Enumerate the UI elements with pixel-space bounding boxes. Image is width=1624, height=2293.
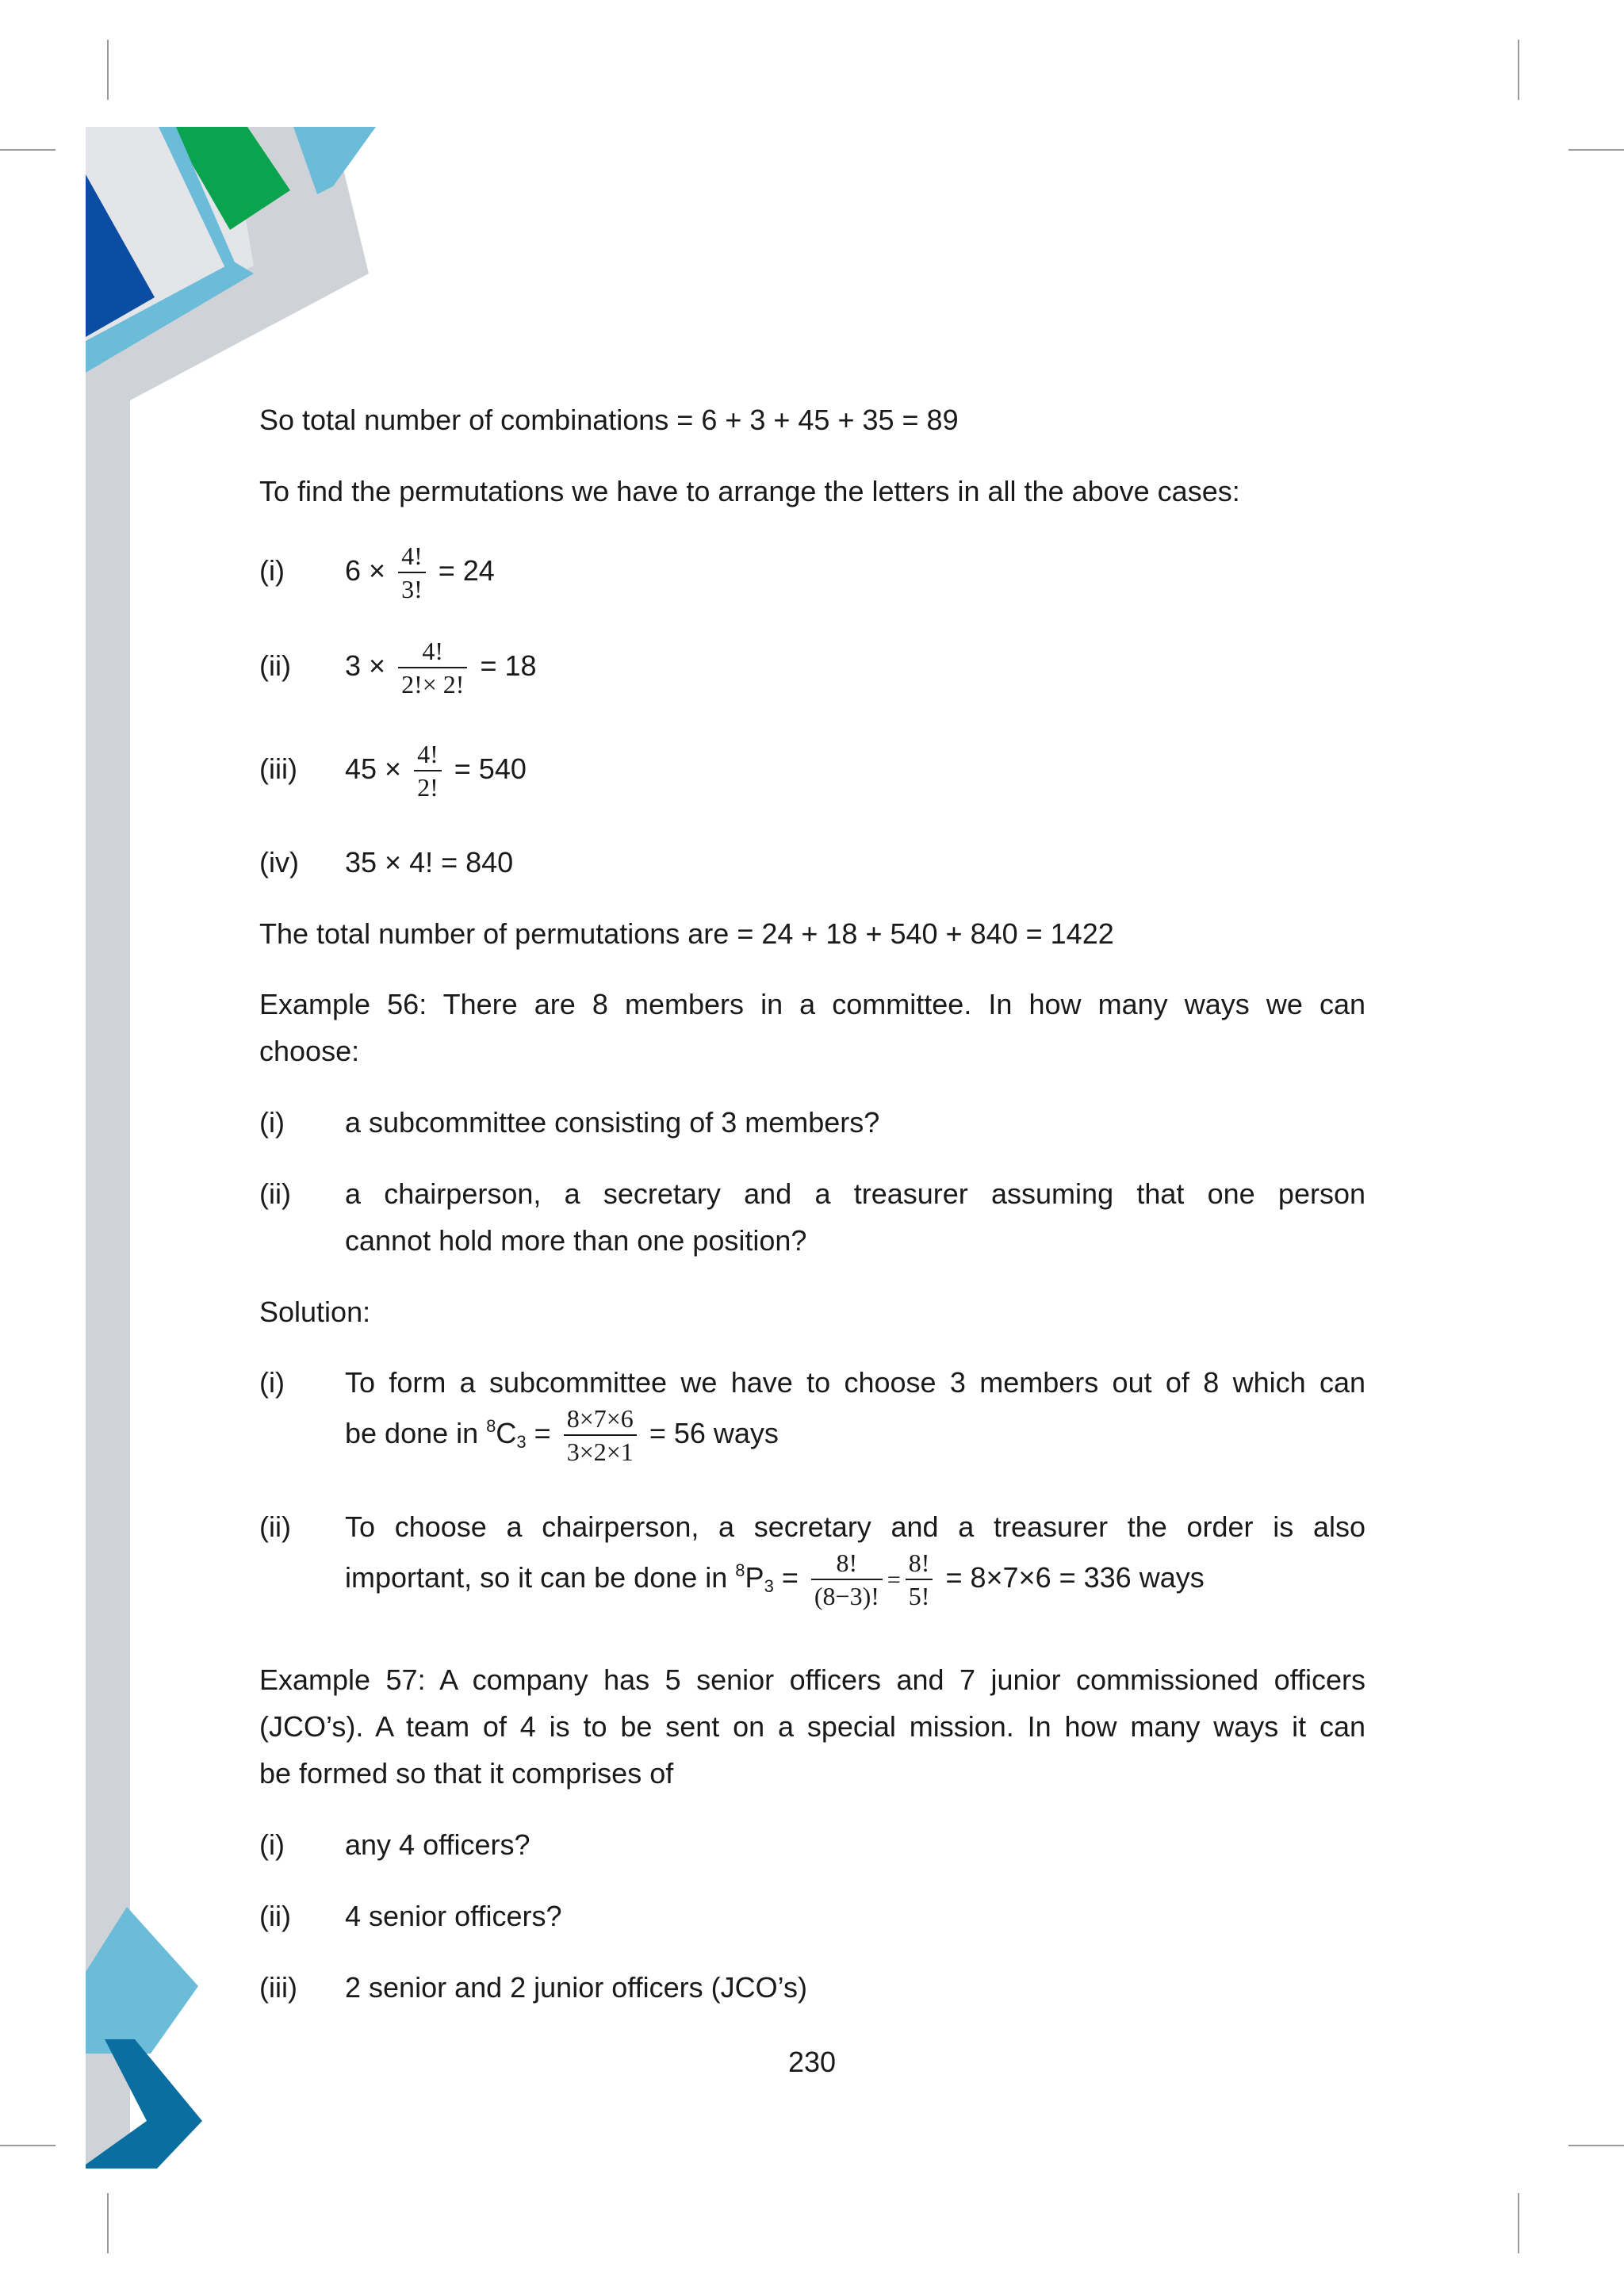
case-ii bbox=[259, 626, 1365, 706]
total-permutations-line: The total number of permutations are = 24 + 18 + 540 + 840 = 1422 bbox=[259, 917, 1114, 950]
crop-mark-top-left-v bbox=[107, 40, 109, 100]
solution-ii-result: = 8×7×6 = 336 ways bbox=[945, 1561, 1205, 1594]
equals: = bbox=[773, 1561, 799, 1594]
solution-ii-prefix: important, so it can be done in bbox=[345, 1561, 736, 1594]
case-prefix: 6 × bbox=[345, 554, 386, 587]
find-permutations-line: To find the permutations we have to arrange the letters in all the above cases: bbox=[259, 475, 1240, 507]
subscript: 3 bbox=[516, 1432, 527, 1452]
case-expression bbox=[345, 531, 495, 611]
fraction bbox=[398, 635, 467, 700]
solution-label-ii: (ii) bbox=[259, 1510, 291, 1543]
case-expression bbox=[345, 626, 537, 706]
symbol: P bbox=[745, 1561, 764, 1594]
mid-equals: = bbox=[887, 1567, 901, 1593]
total-combinations-line: So total number of combinations = 6 + 3 + 45 + 35 = 89 bbox=[259, 404, 959, 436]
solution-i-prefix: be done in bbox=[345, 1417, 487, 1449]
numerator: 4! bbox=[422, 637, 444, 666]
case-label: (ii) bbox=[259, 649, 291, 682]
item-label: (iii) bbox=[259, 1971, 297, 2004]
case-result: = 18 bbox=[480, 649, 537, 682]
numerator: 8! bbox=[908, 1548, 930, 1578]
item-label: (ii) bbox=[259, 1900, 291, 1932]
denominator: 2! bbox=[414, 770, 442, 803]
denominator: (8−3)! bbox=[811, 1579, 883, 1612]
numerator: 8! bbox=[836, 1548, 858, 1578]
example56-line2: choose: bbox=[259, 1035, 360, 1067]
crop-mark-bottom-left-v bbox=[107, 2193, 109, 2253]
denominator: 2!× 2! bbox=[398, 667, 467, 700]
example56-line1: Example 56: There are 8 members in a committee. In how many ways we can bbox=[259, 988, 1365, 1020]
case-expression bbox=[345, 729, 527, 809]
item-text: 4 senior officers? bbox=[345, 1900, 562, 1932]
numerator: 4! bbox=[401, 542, 423, 571]
superscript: 8 bbox=[486, 1416, 496, 1436]
crop-mark-bottom-right-v bbox=[1518, 2193, 1519, 2253]
equals: = bbox=[526, 1417, 551, 1449]
numerator: 4! bbox=[417, 740, 439, 769]
solution-ii-line2 bbox=[259, 1538, 1365, 1617]
example57-line1: Example 57: A company has 5 senior officers and 7 junior commissioned officers bbox=[259, 1663, 1365, 1696]
numerator: 8×7×6 bbox=[566, 1404, 634, 1434]
case-prefix: 45 × bbox=[345, 752, 402, 785]
page-number: 230 bbox=[787, 2046, 837, 2078]
solution-label: Solution: bbox=[259, 1296, 371, 1328]
item-text: a subcommittee consisting of 3 members? bbox=[345, 1106, 880, 1139]
fraction bbox=[398, 540, 426, 605]
crop-mark-bottom-left-h bbox=[0, 2145, 56, 2146]
case-prefix: 3 × bbox=[345, 649, 386, 682]
crop-mark-bottom-right-h bbox=[1568, 2145, 1624, 2146]
case-iii bbox=[259, 729, 1365, 809]
fraction bbox=[414, 738, 442, 803]
solution-label-i: (i) bbox=[259, 1366, 285, 1399]
fraction-2 bbox=[906, 1547, 933, 1612]
case-expression: 35 × 4! = 840 bbox=[345, 846, 514, 879]
item-text-line2: cannot hold more than one position? bbox=[345, 1224, 807, 1257]
fraction-1 bbox=[811, 1547, 883, 1612]
case-label: (i) bbox=[259, 554, 285, 587]
case-result: = 540 bbox=[454, 752, 527, 785]
subscript: 3 bbox=[764, 1576, 774, 1596]
left-gray-bar bbox=[86, 127, 130, 2165]
solution-i-result: = 56 ways bbox=[649, 1417, 779, 1449]
case-result: = 24 bbox=[438, 554, 495, 587]
solution-i-line2 bbox=[259, 1394, 1365, 1473]
crop-mark-top-right-v bbox=[1518, 40, 1519, 100]
item-label: (i) bbox=[259, 1828, 285, 1861]
item-text-line1: a chairperson, a secretary and a treasurer assuming that one person bbox=[345, 1177, 1365, 1210]
solution-ii-expression bbox=[345, 1538, 1205, 1620]
denominator: 5! bbox=[906, 1579, 933, 1612]
solution-i-line1: To form a subcommittee we have to choose 3 members out of 8 which can bbox=[345, 1366, 1365, 1399]
crop-mark-top-left-h bbox=[0, 149, 56, 151]
crop-mark-top-right-h bbox=[1568, 149, 1624, 151]
example57-line3: be formed so that it comprises of bbox=[259, 1757, 674, 1790]
fraction bbox=[564, 1403, 637, 1468]
solution-i-expression bbox=[345, 1394, 779, 1473]
item-text: 2 senior and 2 junior officers (JCO’s) bbox=[345, 1971, 807, 2004]
item-label: (ii) bbox=[259, 1177, 291, 1210]
item-label: (i) bbox=[259, 1106, 285, 1139]
symbol: C bbox=[496, 1417, 517, 1449]
case-label: (iv) bbox=[259, 846, 299, 879]
denominator: 3! bbox=[398, 572, 426, 605]
example57-line2: (JCO’s). A team of 4 is to be sent on a special mission. In how many ways it can bbox=[259, 1710, 1365, 1743]
superscript: 8 bbox=[735, 1560, 745, 1580]
case-label: (iii) bbox=[259, 752, 297, 785]
denominator: 3×2×1 bbox=[564, 1434, 637, 1468]
item-text: any 4 officers? bbox=[345, 1828, 530, 1861]
case-i bbox=[259, 531, 1365, 611]
solution-ii-line1: To choose a chairperson, a secretary and a treasurer the order is also bbox=[345, 1510, 1365, 1543]
